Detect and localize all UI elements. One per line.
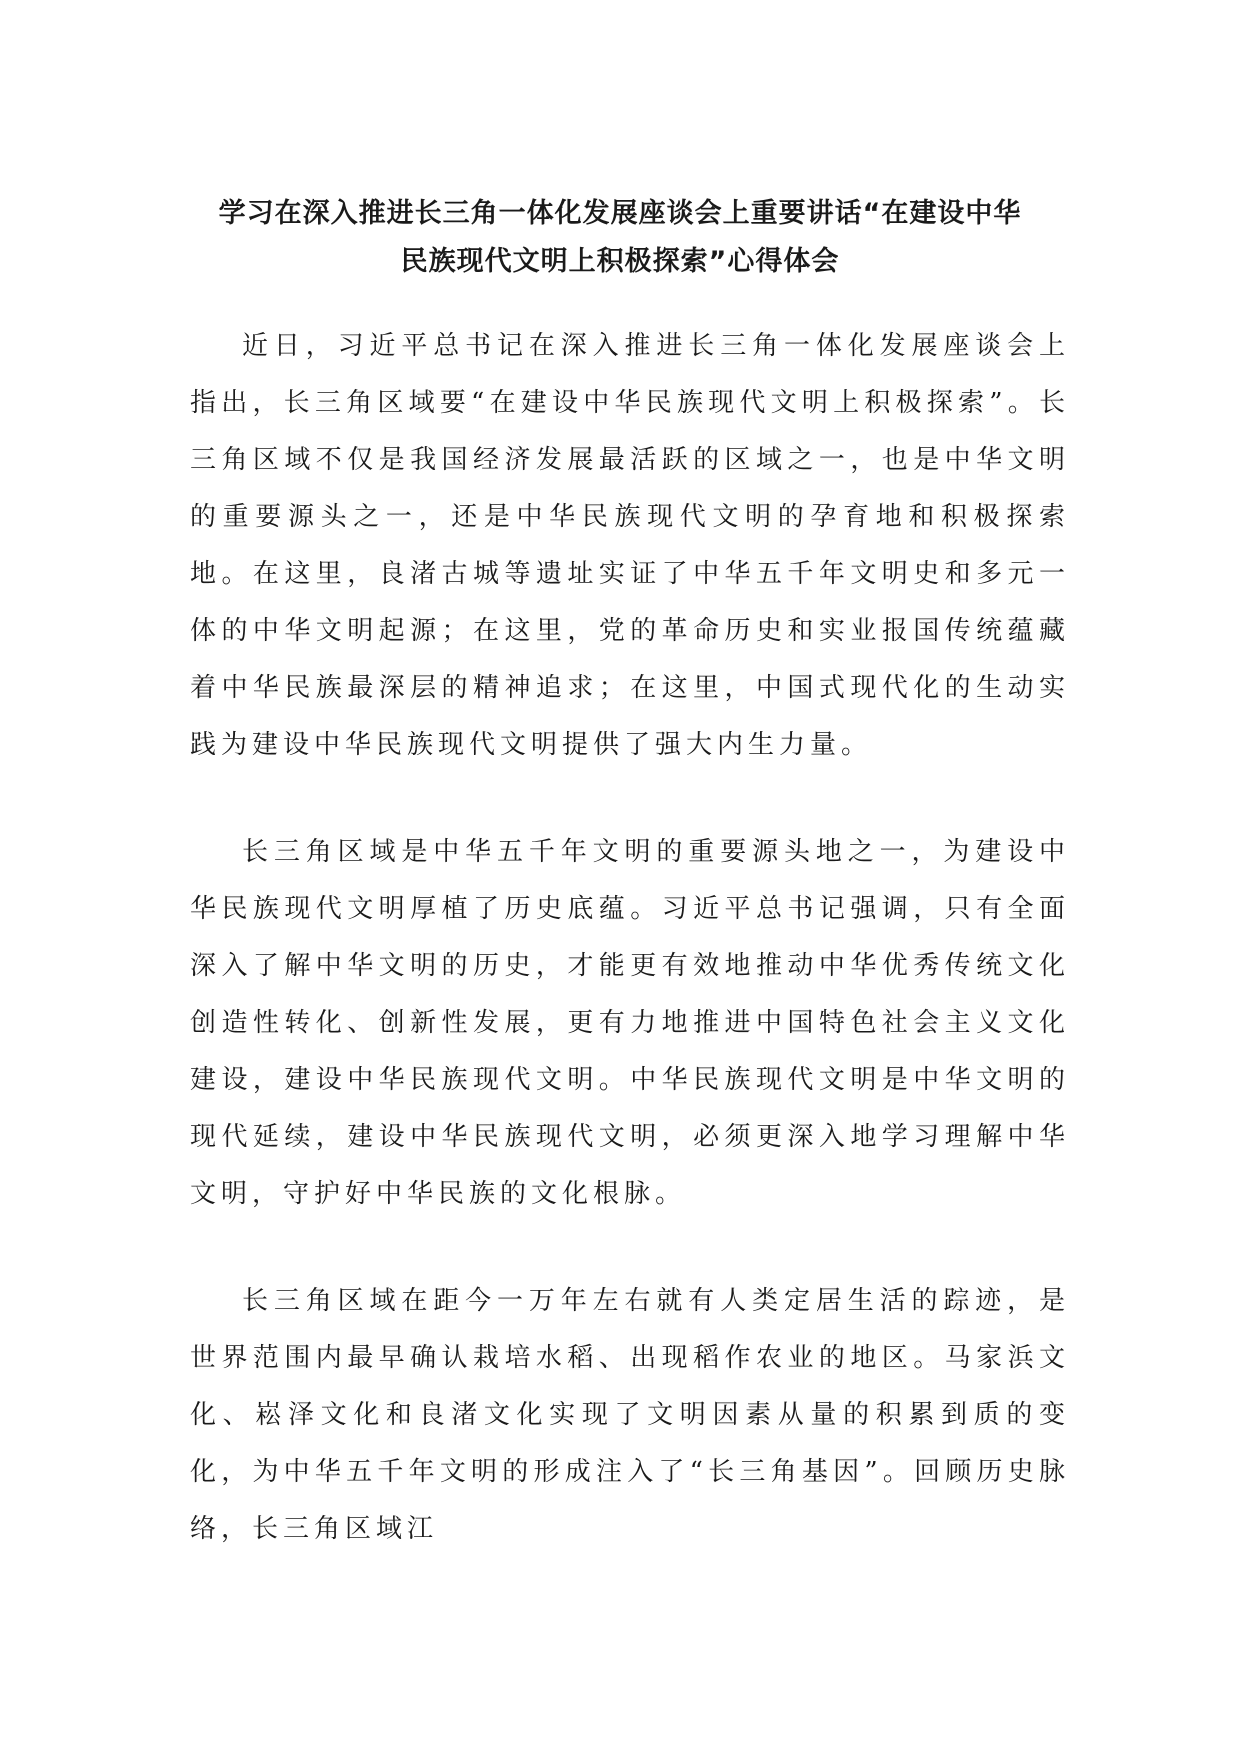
- paragraph-3: 长三角区域在距今一万年左右就有人类定居生活的踪迹，是世界范围内最早确认栽培水稻、出现稻作农业的地区。马家浜文化、崧泽文化和良渚文化实现了文明因素从量的积累到质的变化，为中华五千年文明的形成注入了“长三角基因”。回顾历史脉络，长三角区域江: [190, 1286, 1070, 1544]
- paragraph-1: 近日，习近平总书记在深入推进长三角一体化发展座谈会上指出，长三角区域要“在建设中华民族现代文明上积极探索”。长三角区域不仅是我国经济发展最活跃的区域之一，也是中华文明的重要源头之一，还是中华民族现代文明的孕育地和积极探索地。在这里，良渚古城等遗址实证了中华五千年文明史和多元一体的中华文明起源；在这里，党的革命历史和实业报国传统蕴藏着中华民族最深层的精神追求；在这里，中国式现代化的生动实践为建设中华民族现代文明提供了强大内生力量。: [190, 331, 1070, 760]
- title-line-1: 学习在深入推进长三角一体化发展座谈会上重要讲话“在建设中华: [218, 198, 1022, 229]
- document-title: [150, 190, 1090, 286]
- title-line-2: 民族现代文明上积极探索”心得体会: [400, 246, 840, 277]
- document-body: [190, 318, 1070, 1608]
- paragraph-2: 长三角区域是中华五千年文明的重要源头地之一，为建设中华民族现代文明厚植了历史底蕴。习近平总书记强调，只有全面深入了解中华文明的历史，才能更有效地推动中华优秀传统文化创造性转化、创新性发展，更有力地推进中国特色社会主义文化建设，建设中华民族现代文明。中华民族现代文明是中华文明的现代延续，建设中华民族现代文明，必须更深入地学习理解中华文明，守护好中华民族的文化根脉。: [190, 837, 1070, 1209]
